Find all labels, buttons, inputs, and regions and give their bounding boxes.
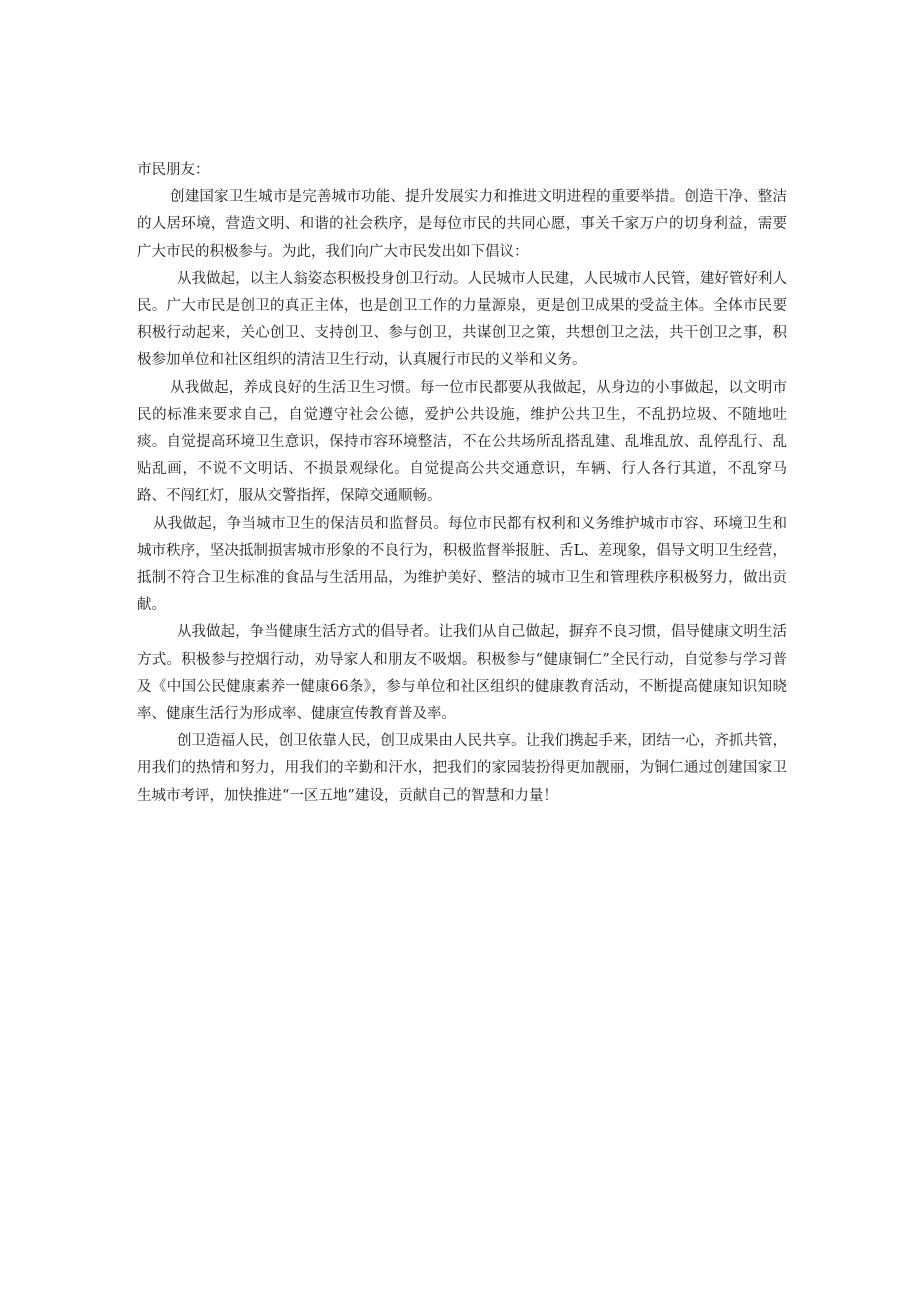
- paragraph-cleaner-supervisor: 从我做起，争当城市卫生的保洁员和监督员。每位市民都有权利和义务维护城市市容、环境卫生和城市秩序，坚决抵制损害城市形象的不良行为，积极监督举报脏、舌L、差现象，倡导文明卫生经营，抵制不符合卫生标准的食品与生活用品，为维护美好、整洁的城市卫生和管理秩序积极努力，做出贡献。: [137, 515, 787, 614]
- document-body: [137, 157, 787, 810]
- salutation: 市民朋友：: [137, 162, 210, 178]
- paragraph-healthy-lifestyle: 从我做起，争当健康生活方式的倡导者。让我们从自己做起，摒弃不良习惯，倡导健康文明生活方式。积极参与控烟行动，劝导家人和朋友不吸烟。积极参与“健康铜仁”全民行动，自觉参与学习普及《中国公民健康素养一健康66条》，参与单位和社区组织的健康教育活动，不断提高健康知识知晓率、健康生活行为形成率、健康宣传教育普及率。: [137, 624, 787, 723]
- paragraph-participation: 从我做起，以主人翁姿态积极投身创卫行动。人民城市人民建，人民城市人民管，建好管好利人民。广大市民是创卫的真正主体，也是创卫工作的力量源泉，更是创卫成果的受益主体。全体市民要积极行动起来，关心创卫、支持创卫、参与创卫，共谋创卫之策，共想创卫之法，共干创卫之事，积极参加单位和社区组织的清洁卫生行动，认真履行市民的义举和义务。: [137, 270, 787, 369]
- paragraph-hygiene-habits: 从我做起，养成良好的生活卫生习惯。每一位市民都要从我做起，从身边的小事做起，以文明市民的标准来要求自己，自觉遵守社会公德，爱护公共设施，维护公共卫生，不乱扔垃圾、不随地吐痰。自觉提高环境卫生意识，保持市容环境整洁，不在公共场所乱搭乱建、乱堆乱放、乱停乱行、乱贴乱画，不说不文明话、不损景观绿化。自觉提高公共交通意识，车辆、行人各行其道，不乱穿马路、不闯红灯，服从交警指挥，保障交通顺畅。: [137, 379, 787, 505]
- paragraph-intro: 创建国家卫生城市是完善城市功能、提升发展实力和推进文明进程的重要举措。创造干净、整洁的人居环境，营造文明、和谐的社会秩序，是每位市民的共同心愿，事关千家万户的切身利益，需要广大市民的积极参与。为此，我们向广大市民发出如下倡议：: [137, 189, 787, 260]
- paragraph-closing: 创卫造福人民，创卫依靠人民，创卫成果由人民共享。让我们携起手来，团结一心，齐抓共管，用我们的热情和努力，用我们的辛勤和汗水，把我们的家园装扮得更加靓丽，为铜仁通过创建国家卫生城市考评，加快推进“一区五地”建设，贡献自己的智慧和力量！: [137, 733, 787, 804]
